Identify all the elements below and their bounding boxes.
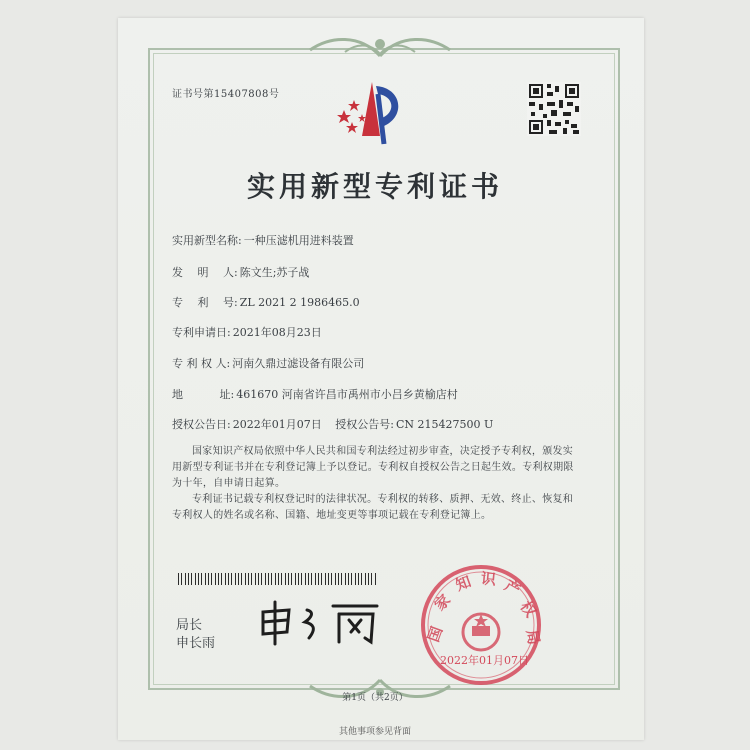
field-label: 专 利 权 人: [172, 357, 231, 370]
barcode-icon [178, 573, 378, 585]
field-value: 陈文生;苏子战 [239, 266, 310, 279]
cnipa-logo-icon [332, 74, 412, 154]
field-inventor [172, 264, 309, 280]
field-value: 461670 河南省许昌市禹州市小吕乡黄榆店村 [236, 388, 458, 401]
field-value: 河南久鼎过滤设备有限公司 [232, 357, 365, 370]
field-label: 发 明 人: [172, 266, 238, 279]
seal-date: 2022年01月07日 [440, 654, 529, 667]
signatory-title: 局长 [176, 618, 203, 633]
top-ornament-icon [300, 30, 460, 60]
field-value: ZL 2021 2 1986465.0 [239, 296, 360, 309]
field-utility-model-name [172, 232, 354, 248]
field-label: 授权公告号: [335, 418, 394, 431]
svg-text:权: 权 [516, 597, 540, 621]
field-value: CN 215427500 U [395, 418, 494, 431]
svg-text:产: 产 [501, 576, 524, 600]
svg-text:国: 国 [424, 624, 447, 645]
statement-paragraph-1: 国家知识产权局依照中华人民共和国专利法经过初步审查，决定授予专利权，颁发实用新型专利证书并在专利登记簿上予以登记。专利权自授权公告之日起生效。专利权期限为十年，自申请日起算。 [172, 446, 574, 489]
field-label: 实用新型名称: [172, 234, 242, 247]
certificate-title: 实用新型专利证书 [246, 170, 503, 203]
official-seal-icon [418, 562, 544, 688]
field-label: 专 利 号: [172, 296, 238, 309]
field-value: 2021年08月23日 [232, 326, 322, 339]
signatory-name: 申长雨 [176, 636, 216, 651]
field-label: 授权公告日: [172, 418, 231, 431]
qr-code-icon [527, 82, 581, 136]
field-value: 2022年01月07日 [232, 418, 322, 431]
svg-text:家: 家 [430, 590, 455, 615]
svg-text:识: 识 [480, 569, 497, 589]
back-note: 其他事项参见背面 [338, 727, 411, 737]
svg-text:局: 局 [522, 628, 544, 647]
field-label: 专利申请日: [172, 326, 231, 339]
svg-text:知: 知 [453, 572, 474, 595]
field-application-date [172, 324, 322, 340]
signature-icon [255, 598, 385, 646]
certificate-number: 证书号第15407808号 [172, 89, 280, 100]
field-patentee [172, 355, 364, 371]
field-patent-number [172, 294, 360, 310]
field-grant-date [172, 416, 493, 432]
field-label: 地 址: [172, 388, 235, 401]
field-value: 一种压滤机用进料装置 [243, 234, 354, 247]
field-address [172, 386, 458, 402]
page-number: 第1页（共2页） [342, 693, 408, 703]
statement-paragraph-2: 专利证书记载专利权登记时的法律状况。专利权的转移、质押、无效、终止、恢复和专利权人的姓名或名称、国籍、地址变更等事项记载在专利登记簿上。 [172, 494, 574, 521]
